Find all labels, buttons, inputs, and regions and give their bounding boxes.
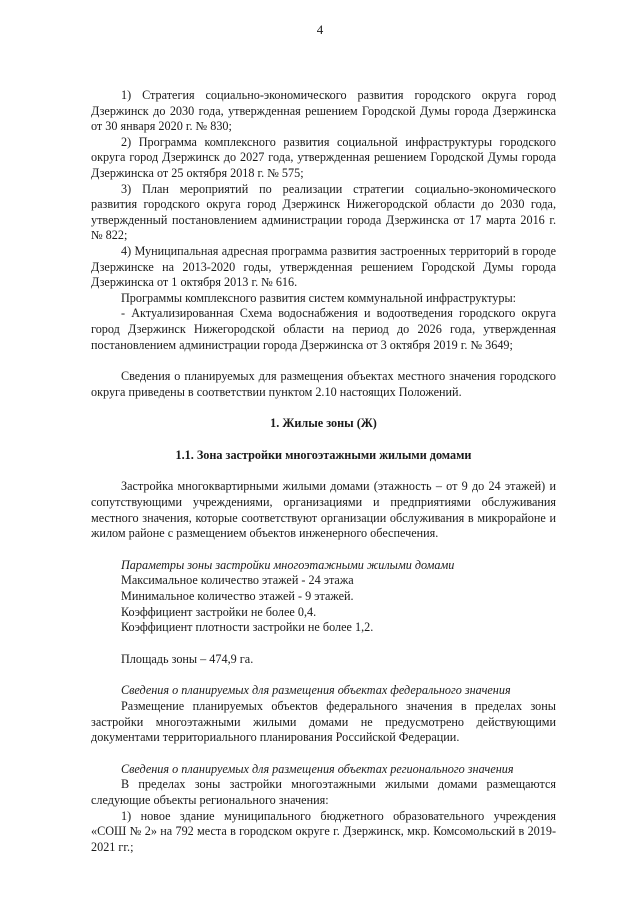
zone-area: Площадь зоны – 474,9 га. [121,651,254,666]
section-title: 1. Жилые зоны (Ж) [270,416,377,431]
doc-item-1: 1) Стратегия социально-экономического развития городского округа город Дзержинск до 2030 года, утвержденная решением Городской Думы города Дзержинска от 30 января 2020 г. № 830; [91,88,556,134]
federal-title: Сведения о планируемых для размещения объектах федерального значения [121,683,511,698]
param-min-floors: Минимальное количество этажей - 9 этажей. [121,589,354,604]
doc-item-4: 4) Муниципальная адресная программа развития застроенных территорий в городе Дзержинске на 2013-2020 годы, утвержденная решением Городской Думы города Дзержинска от 1 октября 2013 г. № 616. [91,243,556,290]
info-local: Сведения о планируемых для размещения объектах местного значения городского округа приведены в соответствии пунктом 2.10 настоящих Положений. [91,369,556,399]
regional-title: Сведения о планируемых для размещения объектах регионального значения [121,761,514,776]
doc-item-3: 3) План мероприятий по реализации стратегии социально-экономического развития городского округа город Дзержинск Нижегородской области до 2030 года, утвержденный постановлением администрации города Дзержинска от 17 марта 2016 г. № 822; [91,181,556,243]
params-title: Параметры зоны застройки многоэтажными жилыми домами [121,557,455,572]
doc-item-2: 2) Программа комплексного развития социальной инфраструктуры городского округа город Дзержинск до 2027 года, утвержденная решением Городской Думы города Дзержинска от 25 октября 2018 г. № 575; [91,134,556,180]
federal-text: Размещение планируемых объектов федерального значения в пределах зоны застройки многоэтажными жилыми домами не предусмотрено действующими документами территориального планирования Российской Федерации. [91,699,556,745]
page-number: 4 [316,22,324,37]
param-max-floors: Максимальное количество этажей - 24 этажа [121,573,354,588]
regional-text: В пределах зоны застройки многоэтажными жилыми домами размещаются следующие объекты регионального значения: [91,777,556,807]
param-build-coef: Коэффициент застройки не более 0,4. [121,604,317,619]
subsection-title: 1.1. Зона застройки многоэтажными жилыми домами [175,447,472,462]
document-body [91,88,556,855]
param-density-coef: Коэффициент плотности застройки не более 1,2. [121,620,374,635]
programs-item: - Актуализированная Схема водоснабжения и водоотведения городского округа город Дзержинск Нижегородской области на период до 2026 года, утвержденная постановлением администрации города Дзержинска от 3 октября 2019 г. № 3649; [91,306,556,352]
programs-title: Программы комплексного развития систем коммунальной инфраструктуры: [121,290,517,305]
regional-item: 1) новое здание муниципального бюджетного образовательного учреждения «СОШ № 2» на 792 места в городском округе г. Дзержинск, мкр. Комсомольский в 2019-2021 гг.; [91,808,556,854]
zone-description: Застройка многоквартирными жилыми домами (этажность – от 9 до 24 этажей) и сопутствующими учреждениями, организациями и предприятиями обслуживания местного значения, которые соответствуют организации обслуживания в микрорайоне и жилом районе с размещением объектов инженерного обеспечения. [91,479,556,541]
